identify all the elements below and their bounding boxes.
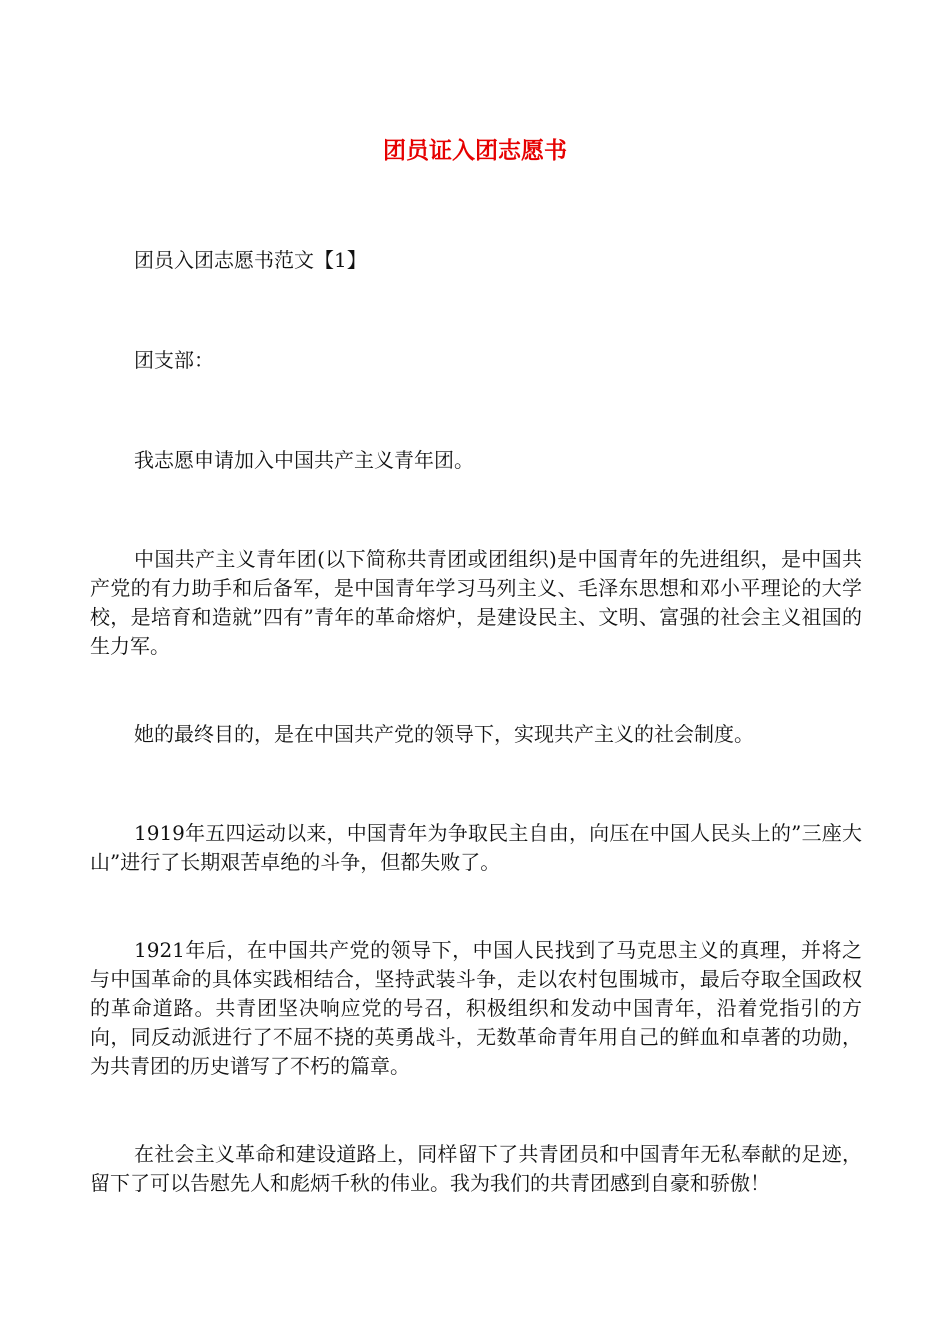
paragraph-heading-sample: 团员入团志愿书范文【1】	[134, 248, 367, 272]
paragraph-history-1921: 1921年后，在中国共产党的领导下，中国人民找到了马克思主义的真理，并将之与中国革命的具体实践相结合，坚持武装斗争，走以农村包围城市，最后夺取全国政权的革命道路。共青团坚决响应党的号召，积极组织和发动中国青年，沿着党指引的方向，同反动派进行了不屈不挠的英勇战斗，无数革命青年用自己的鲜血和卓著的功勋，为共青团的历史谱写了不朽的篇章。	[90, 938, 862, 1078]
paragraph-application: 我志愿申请加入中国共产主义青年团。	[134, 448, 474, 472]
paragraph-history-1919: 1919年五四运动以来，中国青年为争取民主自由，向压在中国人民头上的”三座大山”进行了长期艰苦卓绝的斗争，但都失败了。	[90, 821, 862, 874]
paragraph-socialist-construction: 在社会主义革命和建设道路上，同样留下了共青团员和中国青年无私奉献的足迹，留下了可以告慰先人和彪炳千秋的伟业。我为我们的共青团感到自豪和骄傲！	[90, 1142, 862, 1195]
paragraph-salutation: 团支部：	[134, 348, 214, 372]
document-title: 团员证入团志愿书	[383, 138, 567, 164]
paragraph-ultimate-goal: 她的最终目的，是在中国共产党的领导下，实现共产主义的社会制度。	[134, 722, 754, 746]
paragraph-league-intro: 中国共产主义青年团(以下简称共青团或团组织)是中国青年的先进组织，是中国共产党的有力助手和后备军，是中国青年学习马列主义、毛泽东思想和邓小平理论的大学校，是培育和造就”四有”青年的革命熔炉，是建设民主、文明、富强的社会主义祖国的生力军。	[90, 547, 862, 658]
